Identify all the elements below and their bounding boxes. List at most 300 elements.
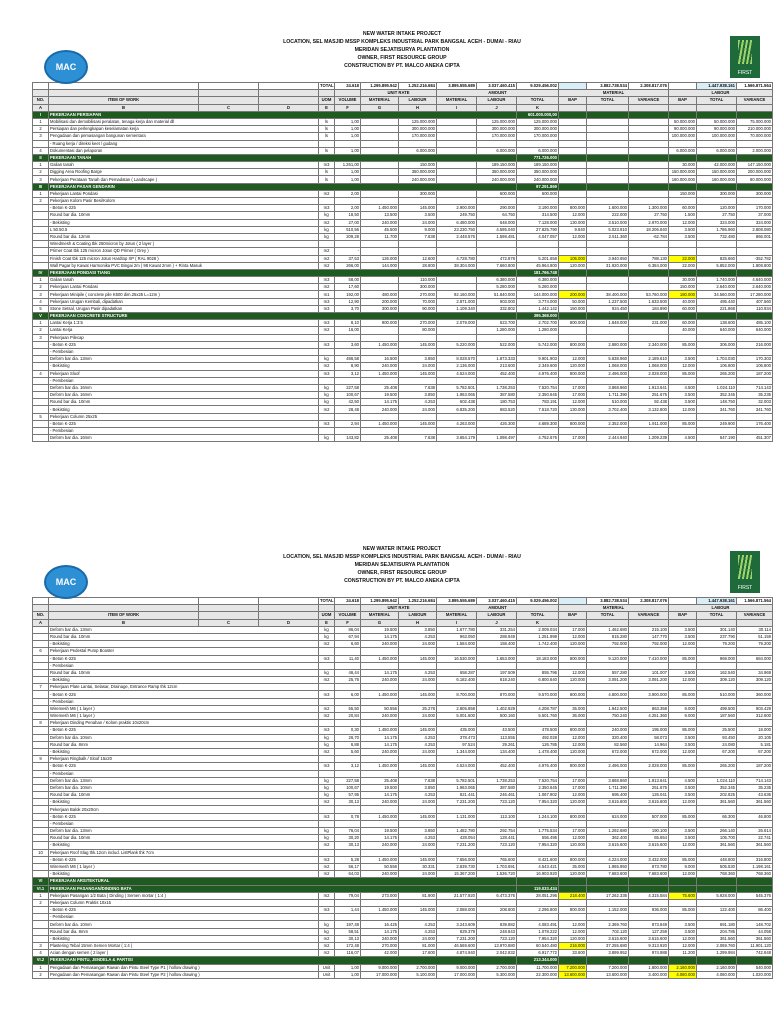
section-total: 97.291.869 [517, 183, 559, 190]
uom-cell: m1 [319, 291, 335, 298]
labour-bap [669, 140, 697, 147]
amount-material: 249.750 [437, 212, 477, 219]
material-bap: 800.000 [559, 341, 587, 348]
uom-cell: kg [319, 928, 335, 935]
table-cell [199, 605, 259, 612]
row-number: VI [33, 878, 49, 885]
unit-rate-labour: 3.850 [399, 392, 437, 399]
labour-bap: 50.000.000 [669, 118, 697, 125]
table-cell [587, 154, 629, 161]
item-of-work: - Bekisting [49, 363, 319, 370]
section-row [33, 313, 773, 320]
title-line: CONSTRUCTION BY PT. MALCO ANEKA CIPTA [344, 578, 460, 584]
material-bap [559, 198, 587, 205]
table-row [33, 305, 773, 312]
item-of-work: - Pembesian [49, 914, 319, 921]
unit-rate-labour: 145.000 [399, 370, 437, 377]
row-number [33, 255, 49, 262]
table-row [33, 633, 773, 640]
column-letter [737, 619, 773, 626]
amount-material [437, 662, 477, 669]
group-header-row [33, 605, 773, 612]
row-number [33, 219, 49, 226]
unit-rate-material: 480.000 [361, 291, 399, 298]
uom-cell: m3 [319, 763, 335, 770]
table-row [33, 133, 773, 140]
total-value: 9.029.456.002 [517, 598, 559, 605]
total-value: 2.308.817.076 [629, 83, 669, 90]
column-letter [669, 104, 697, 111]
amount-total [517, 820, 559, 827]
labour-bap: 9.000 [669, 705, 697, 712]
volume-cell [335, 334, 361, 341]
table-row [33, 406, 773, 413]
material-bap: 800.000 [559, 907, 587, 914]
labour-variance: 309.120 [737, 677, 773, 684]
material-variance: 215.100 [629, 626, 669, 633]
labour-total: 1.299.984 [697, 950, 737, 957]
labour-variance: 1.808.800 [737, 262, 773, 269]
amount-labour: 29.261 [477, 741, 517, 748]
amount-material [437, 176, 477, 183]
labour-variance [737, 413, 773, 420]
amount-labour [477, 413, 517, 420]
item-of-work: Round bar dia. 10mm [49, 212, 319, 219]
labour-total: 640.000 [697, 327, 737, 334]
column-header: TOTAL [587, 612, 629, 619]
column-header: TOTAL [517, 612, 559, 619]
unit-rate-material: 240.000 [361, 219, 399, 226]
volume-cell: 1,00 [335, 169, 361, 176]
row-number [33, 799, 49, 806]
row-number [33, 641, 49, 648]
material-bap: 800.000 [559, 691, 587, 698]
volume-cell: 1,00 [335, 176, 361, 183]
unit-rate-labour: 30.331 [399, 863, 437, 870]
amount-material: 963.050 [437, 633, 477, 640]
amount-labour: 1.703.691 [477, 863, 517, 870]
labour-total: 969.000 [697, 655, 737, 662]
unit-rate-material [361, 662, 399, 669]
labour-bap [669, 849, 697, 856]
unit-rate-material: 1.450.000 [361, 655, 399, 662]
labour-variance: 2.000.000 [737, 147, 773, 154]
table-row [33, 428, 773, 435]
unit-rate-material: 1.450.000 [361, 856, 399, 863]
unit-rate-material: 14.175 [361, 792, 399, 799]
table-cell [629, 183, 669, 190]
material-total: 7.683.600 [587, 871, 629, 878]
material-variance: 507.000 [629, 813, 669, 820]
material-total [587, 169, 629, 176]
column-letter: K [517, 104, 559, 111]
item-of-work: Stone Setsal, Urugan Pasir dipadatkan [49, 305, 319, 312]
labour-variance: 1.020.000 [737, 971, 773, 978]
amount-labour [477, 806, 517, 813]
material-variance: 18.206.840 [629, 226, 669, 233]
table-cell [697, 154, 737, 161]
row-number [33, 806, 49, 813]
column-letter [629, 619, 669, 626]
uom-cell: kg [319, 626, 335, 633]
labour-bap: 85.000 [669, 341, 697, 348]
table-cell [737, 885, 773, 892]
labour-total [697, 241, 737, 248]
table-row [33, 641, 773, 648]
labour-total: 266.140 [697, 828, 737, 835]
volume-cell: 1.261,00 [335, 162, 361, 169]
material-total: 13.600.000 [587, 971, 629, 978]
table-row [33, 219, 773, 226]
column-letter: H [399, 619, 437, 626]
material-total: 31.920.000 [587, 262, 629, 269]
row-number [33, 356, 49, 363]
labour-variance: 360.000 [737, 691, 773, 698]
row-number [33, 863, 49, 870]
table-row [33, 341, 773, 348]
uom-cell [319, 648, 335, 655]
table-cell [629, 957, 669, 964]
row-number [33, 820, 49, 827]
item-of-work: Deform bar dia. 13mm [49, 777, 319, 784]
table-row [33, 162, 773, 169]
volume-cell: 12,90 [335, 298, 361, 305]
material-bap: 800.000 [559, 370, 587, 377]
amount-labour [477, 248, 517, 255]
material-variance: 3.132.800 [629, 406, 669, 413]
labour-total: 162.540 [697, 669, 737, 676]
unit-rate-material: 16.500 [361, 356, 399, 363]
labour-variance: 44.058 [737, 928, 773, 935]
material-bap: 120.000 [559, 935, 587, 942]
column-header: TOTAL [697, 612, 737, 619]
unit-rate-material [361, 248, 399, 255]
row-number [33, 341, 49, 348]
table-cell [559, 885, 587, 892]
unit-rate-material: 240.000 [361, 363, 399, 370]
material-total [587, 277, 629, 284]
material-variance: 251.675 [629, 392, 669, 399]
labour-bap [669, 198, 697, 205]
amount-total [517, 684, 559, 691]
row-number [33, 348, 49, 355]
unit-rate-material: 45.500 [361, 226, 399, 233]
labour-variance: 361.560 [737, 842, 773, 849]
material-total [587, 648, 629, 655]
row-number [33, 212, 49, 219]
item-of-work: Deform bar dia. 10mm [49, 921, 319, 928]
amount-total: 4.689.300 [517, 420, 559, 427]
amount-material: 2.448.576 [437, 233, 477, 240]
labour-bap: 3.500 [669, 392, 697, 399]
unit-rate-material [361, 284, 399, 291]
row-number [33, 420, 49, 427]
material-total: 2.880.000 [587, 341, 629, 348]
material-total: 3.940.650 [587, 255, 629, 262]
unit-rate-material: 1.450.000 [361, 813, 399, 820]
table-cell [697, 957, 737, 964]
material-variance: 184.890 [629, 305, 669, 312]
volume-cell [335, 806, 361, 813]
column-letter [697, 619, 737, 626]
amount-labour: 4.595.040 [477, 226, 517, 233]
group-header-row [33, 90, 773, 97]
item-of-work: Pekerjaan Kolom Pasir Besi/Kolom [49, 198, 319, 205]
table-row [33, 741, 773, 748]
uom-cell: kg [319, 226, 335, 233]
unit-rate-material: 240.000 [361, 406, 399, 413]
unit-rate-labour: 110.000 [399, 277, 437, 284]
table-row [33, 384, 773, 391]
section-row [33, 154, 773, 161]
uom-cell [319, 348, 335, 355]
amount-labour: 452.400 [477, 763, 517, 770]
labour-total: 691.180 [697, 921, 737, 928]
item-of-work: Pekerjaan Plate Lantai, Selasar, Drainage, Entrance Ramp thk 12cm [49, 684, 319, 691]
uom-cell: kg [319, 777, 335, 784]
material-total [587, 190, 629, 197]
labour-total [697, 770, 737, 777]
amount-total: 9.570.000 [517, 691, 559, 698]
labour-bap: 9.000 [669, 863, 697, 870]
labour-bap: 75.600 [669, 892, 697, 899]
volume-cell: 55,50 [335, 705, 361, 712]
volume-cell: 56,17 [335, 863, 361, 870]
column-header: MATERIAL [361, 612, 399, 619]
material-total: 3.702.400 [587, 406, 629, 413]
material-variance: 190.100 [629, 828, 669, 835]
unit-rate-labour: 145.000 [399, 205, 437, 212]
uom-cell: m3 [319, 341, 335, 348]
labour-variance [737, 140, 773, 147]
table-row [33, 147, 773, 154]
column-header: BAP [669, 97, 697, 104]
table-row [33, 813, 773, 820]
uom-cell: m2 [319, 262, 335, 269]
material-bap: 800.000 [559, 813, 587, 820]
unit-rate-material: 144.000 [361, 262, 399, 269]
amount-labour: 246.461 [477, 792, 517, 799]
item-of-work: Pekerjaan Pilecap [49, 334, 319, 341]
material-variance [629, 118, 669, 125]
material-variance: 2.028.000 [629, 763, 669, 770]
unit-rate-material: 14.175 [361, 633, 399, 640]
amount-total: 2.009.034 [517, 626, 559, 633]
table-cell [49, 83, 199, 90]
column-header: TOTAL [697, 97, 737, 104]
total-value: 1.447.938.161 [697, 83, 737, 90]
sheet-header [32, 30, 772, 82]
uom-cell: ls [319, 118, 335, 125]
volume-cell: 172,48 [335, 943, 361, 950]
table-row [33, 720, 773, 727]
material-total: 1.237.500 [587, 298, 629, 305]
material-variance: 3.615.600 [629, 799, 669, 806]
material-variance [629, 248, 669, 255]
material-variance: 788.130 [629, 255, 669, 262]
labour-total: 66.300 [697, 813, 737, 820]
amount-labour: 292.754 [477, 828, 517, 835]
unit-rate-material: 240.000 [361, 799, 399, 806]
unit-rate-labour: 3.500 [399, 212, 437, 219]
labour-bap: 12.000 [669, 842, 697, 849]
material-variance [629, 348, 669, 355]
column-header: VARIANCE [737, 97, 773, 104]
column-letter: C [199, 104, 259, 111]
volume-cell: 25,76 [335, 677, 361, 684]
column-header: BAP [559, 97, 587, 104]
volume-cell: 86,04 [335, 626, 361, 633]
row-number [33, 777, 49, 784]
uom-cell: ls [319, 169, 335, 176]
amount-material: 658.287 [437, 669, 477, 676]
labour-variance: 147.150.000 [737, 162, 773, 169]
amount-labour [477, 684, 517, 691]
unit-rate-material: 1.450.000 [361, 420, 399, 427]
labour-bap: 4.500 [669, 384, 697, 391]
unit-rate-header: UNIT RATE [361, 90, 437, 97]
amount-total: 5.201.658 [517, 255, 559, 262]
row-number [33, 828, 49, 835]
uom-cell: kg [319, 399, 335, 406]
row-number [33, 363, 49, 370]
amount-labour: 51.840.000 [477, 291, 517, 298]
sheet-page-2 [32, 545, 772, 979]
labour-total: 510.000 [697, 691, 737, 698]
amount-material [437, 348, 477, 355]
material-bap [559, 720, 587, 727]
row-number [33, 698, 49, 705]
row-number: 3 [33, 133, 49, 140]
labour-total: 42.000.000 [697, 162, 737, 169]
labour-total [697, 377, 737, 384]
table-cell [559, 154, 587, 161]
unit-rate-labour [399, 248, 437, 255]
column-letter [559, 619, 587, 626]
material-bap: 35.000 [559, 705, 587, 712]
material-total: 2.496.000 [587, 370, 629, 377]
amount-total [517, 140, 559, 147]
unit-rate-material: 19.500 [361, 392, 399, 399]
item-of-work: Wiremesh M6 ( 1 layer ) [49, 705, 319, 712]
column-letter [697, 104, 737, 111]
table-row [33, 420, 773, 427]
labour-variance: 187.200 [737, 763, 773, 770]
material-bap [559, 241, 587, 248]
material-variance [629, 899, 669, 906]
labour-bap [669, 241, 697, 248]
amount-material [437, 147, 477, 154]
material-variance [629, 147, 669, 154]
table-row [33, 792, 773, 799]
material-variance [629, 277, 669, 284]
uom-cell: kg [319, 741, 335, 748]
material-total: 17.262.336 [587, 892, 629, 899]
uom-cell: kg [319, 669, 335, 676]
amount-total [517, 899, 559, 906]
material-bap [559, 849, 587, 856]
material-total: 2.444.940 [587, 435, 629, 442]
volume-cell: 1,00 [335, 964, 361, 971]
amount-total [517, 770, 559, 777]
amount-total: 60.540.480 [517, 943, 559, 950]
labour-bap [669, 248, 697, 255]
amount-labour: 113.100 [477, 813, 517, 820]
total-value: 1.295.895.942 [361, 83, 399, 90]
table-cell [319, 605, 335, 612]
labour-bap: 12.000 [669, 871, 697, 878]
amount-labour: 2.700.000 [477, 964, 517, 971]
table-row [33, 255, 773, 262]
unit-rate-labour: 9.000 [399, 226, 437, 233]
material-bap [559, 334, 587, 341]
amount-labour [477, 348, 517, 355]
row-number [33, 935, 49, 942]
total-value: 1.252.216.684 [399, 598, 437, 605]
amount-total: 3.774.000 [517, 298, 559, 305]
labour-bap [669, 756, 697, 763]
material-total: 2.511.360 [587, 233, 629, 240]
item-of-work: Round bar dia. 12mm [49, 233, 319, 240]
column-letter: I [437, 104, 477, 111]
material-bap: 17.000 [559, 435, 587, 442]
labour-bap [669, 770, 697, 777]
amount-material [437, 720, 477, 727]
amount-material [437, 334, 477, 341]
table-cell [199, 83, 259, 90]
material-bap: 17.000 [559, 828, 587, 835]
material-header: MATERIAL [559, 90, 669, 97]
unit-rate-labour: 145.000 [399, 691, 437, 698]
unit-rate-labour: 3.850 [399, 356, 437, 363]
labour-bap [669, 334, 697, 341]
item-of-work: Round bar dia. 10mm [49, 835, 319, 842]
amount-material: 2.871.000 [437, 298, 477, 305]
table-cell [587, 183, 629, 190]
unit-rate-material: 240.000 [361, 935, 399, 942]
labour-variance: 714.143 [737, 777, 773, 784]
material-total [587, 899, 629, 906]
table-cell [335, 605, 361, 612]
table-cell [559, 111, 587, 118]
unit-rate-labour: 12.600 [399, 255, 437, 262]
unit-rate-material [361, 176, 399, 183]
unit-rate-labour: 4.253 [399, 921, 437, 928]
labour-total: 106.800 [697, 363, 737, 370]
amount-total: 1.067.902 [517, 792, 559, 799]
material-total: 82.560 [587, 741, 629, 748]
item-of-work: Lantai Kerja [49, 327, 319, 334]
column-letter: A [33, 104, 49, 111]
unit-rate-labour: 7.638 [399, 384, 437, 391]
material-variance: 1.068.000 [629, 363, 669, 370]
amount-material: 92.160.000 [437, 291, 477, 298]
material-total: 510.000 [587, 399, 629, 406]
material-total: 702.120 [587, 928, 629, 935]
unit-rate-material: 126.000 [361, 255, 399, 262]
unit-rate-labour: 24.000 [399, 713, 437, 720]
labour-total: 90.000.000 [697, 126, 737, 133]
unit-rate-material: 240.000 [361, 713, 399, 720]
column-letter: G [361, 104, 399, 111]
labour-total [697, 662, 737, 669]
unit-rate-material [361, 756, 399, 763]
material-total: 815.280 [587, 633, 629, 640]
table-row [33, 835, 773, 842]
material-bap: 105.000 [559, 255, 587, 262]
volume-cell: 76,04 [335, 828, 361, 835]
material-variance: 4.251.360 [629, 713, 669, 720]
